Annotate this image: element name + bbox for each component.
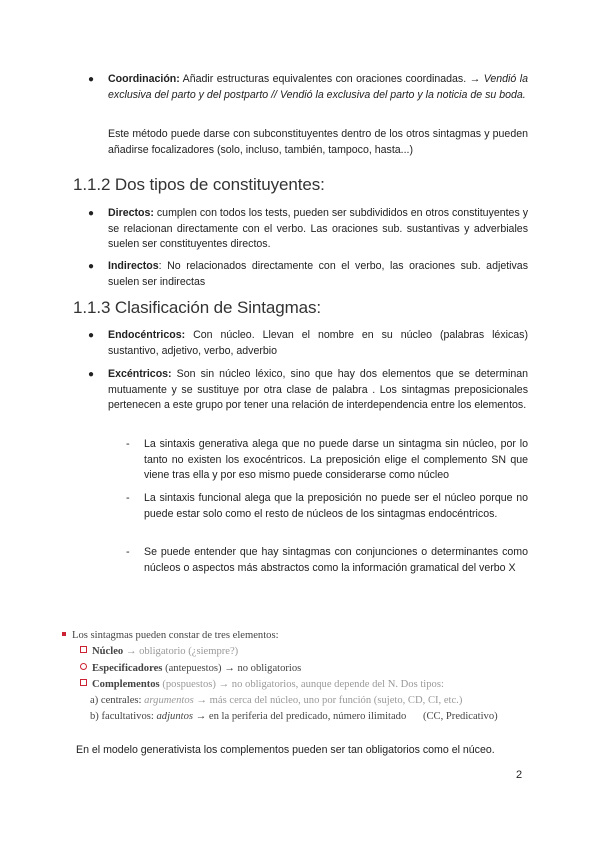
coordinacion-term: Coordinación: <box>108 73 180 85</box>
section-heading-112: 1.1.2 Dos tipos de constituyentes: <box>73 175 325 194</box>
coordinacion-text: Añadir estructuras equivalentes con oraciones coordinadas. → <box>179 73 481 85</box>
section-heading-113: 1.1.3 Clasificación de Sintagmas: <box>73 298 322 317</box>
page-number: 2 <box>516 769 523 781</box>
slide-centrales-label: a) centrales: <box>90 695 145 706</box>
bullet-dot: ● <box>88 74 95 85</box>
bullet-dot: ● <box>88 330 95 341</box>
indirectos-term: Indirectos <box>108 260 159 272</box>
slide-nucleo-text: → obligatorio (¿siempre?) <box>123 646 239 657</box>
bullet-dot: ● <box>88 208 95 219</box>
sub-item-abstractos: Se puede entender que hay sintagmas con conjunciones o determinantes como núcleos o aspectos más abstractos como la información gramatical del verbo X <box>144 546 528 574</box>
dash-marker: - <box>126 492 130 504</box>
indirectos-paragraph <box>108 259 528 290</box>
slide-centrales <box>90 694 530 708</box>
coordinacion-example: Vendió la exclusiva del parto y del postparto // Vendió la exclusiva del parto y la noticia de su boda. <box>108 73 528 101</box>
slide-facultativos-em: adjuntos <box>156 711 193 722</box>
exocentricos-text: Son sin núcleo léxico, sino que hay dos elementos que se determinan mutuamente y se sustituye por otra clase de palabra . Los sintagmas preposicionales pertenecen a este grupo por tener una relación de interdependencia entre los elementos. <box>108 368 528 411</box>
slide-nucleo <box>80 645 530 659</box>
bullet-dot: ● <box>88 261 95 272</box>
endocentricos-term: Endocéntricos: <box>108 329 186 341</box>
slide-centrales-text: → más cerca del núcleo, uno por función (sujeto, CD, CI, etc.) <box>193 695 463 706</box>
bullet-dot: ● <box>88 369 95 380</box>
slide-facultativos-tail: (CC, Predicativo) <box>422 711 498 722</box>
coordinacion-note: Este método puede darse con subconstituyentes dentro de los otros sintagmas y pueden añadirse focalizadores (solo, incluso, también, tampoco, hasta...) <box>108 128 528 156</box>
dash-marker: - <box>126 438 130 450</box>
slide-bullet-marker <box>62 632 66 636</box>
slide-complementos <box>80 678 530 692</box>
slide-compl-term: Complementos <box>92 679 160 690</box>
slide-centrales-em: argumentos <box>144 695 194 706</box>
slide-nucleo-term: Núcleo <box>92 646 124 657</box>
sub-item-funcional: La sintaxis funcional alega que la preposición no puede ser el núcleo porque no puede estar solo como el resto de núcleos de los sintagmas endocéntricos. <box>144 492 528 520</box>
directos-term: Directos: <box>108 207 154 219</box>
endocentricos-text: Con núcleo. Llevan el nombre en su núcleo (palabras léxicas) sustantivo, adjetivo, verbo, adverbio <box>108 329 528 357</box>
slide-espec-text: (antepuestos) → no obligatorios <box>162 663 302 674</box>
indirectos-text: : No relacionados directamente con el verbo, las oraciones sub. adjetivas suelen ser indirectas <box>108 260 528 288</box>
dash-marker: - <box>126 546 130 558</box>
slide-intro <box>62 629 532 643</box>
closing-sentence: En el modelo generativista los complementos pueden ser tan obligatorios como el núceo. <box>76 744 495 756</box>
endocentricos-paragraph <box>108 328 528 359</box>
sub-item-generativa: La sintaxis generativa alega que no puede darse un sintagma sin núcleo, por lo tanto no existen los exocéntricos. La preposición elige el complemento SN que viene tras ella y por eso mismo puede considerarse como núcleo <box>144 438 528 481</box>
circle-marker <box>80 663 87 670</box>
directos-text: cumplen con todos los tests, pueden ser subdivididos en otros constituyentes y se relacionan directamente con el verbo. Las oraciones sub. sustantivas y adverbiales suelen ser constituyentes directos. <box>108 207 528 250</box>
slide-compl-text: (pospuestos) → no obligatorios, aunque depende del N. Dos tipos: <box>159 679 444 690</box>
slide-facultativos-label: b) facultativos: <box>90 711 157 722</box>
square-marker <box>80 646 87 653</box>
slide-especificadores <box>80 662 530 676</box>
exocentricos-paragraph <box>108 367 528 414</box>
slide-facultativos <box>90 710 530 724</box>
directos-paragraph <box>108 206 528 253</box>
slide-espec-term: Especificadores <box>92 663 163 674</box>
slide-facultativos-text: → en la periferia del predicado, número ilimitado <box>193 711 407 722</box>
coordinacion-paragraph <box>108 72 528 103</box>
exocentricos-term: Excéntricos: <box>108 368 172 380</box>
square-marker <box>80 679 87 686</box>
slide-intro-text: Los sintagmas pueden constar de tres elementos: <box>72 630 279 641</box>
